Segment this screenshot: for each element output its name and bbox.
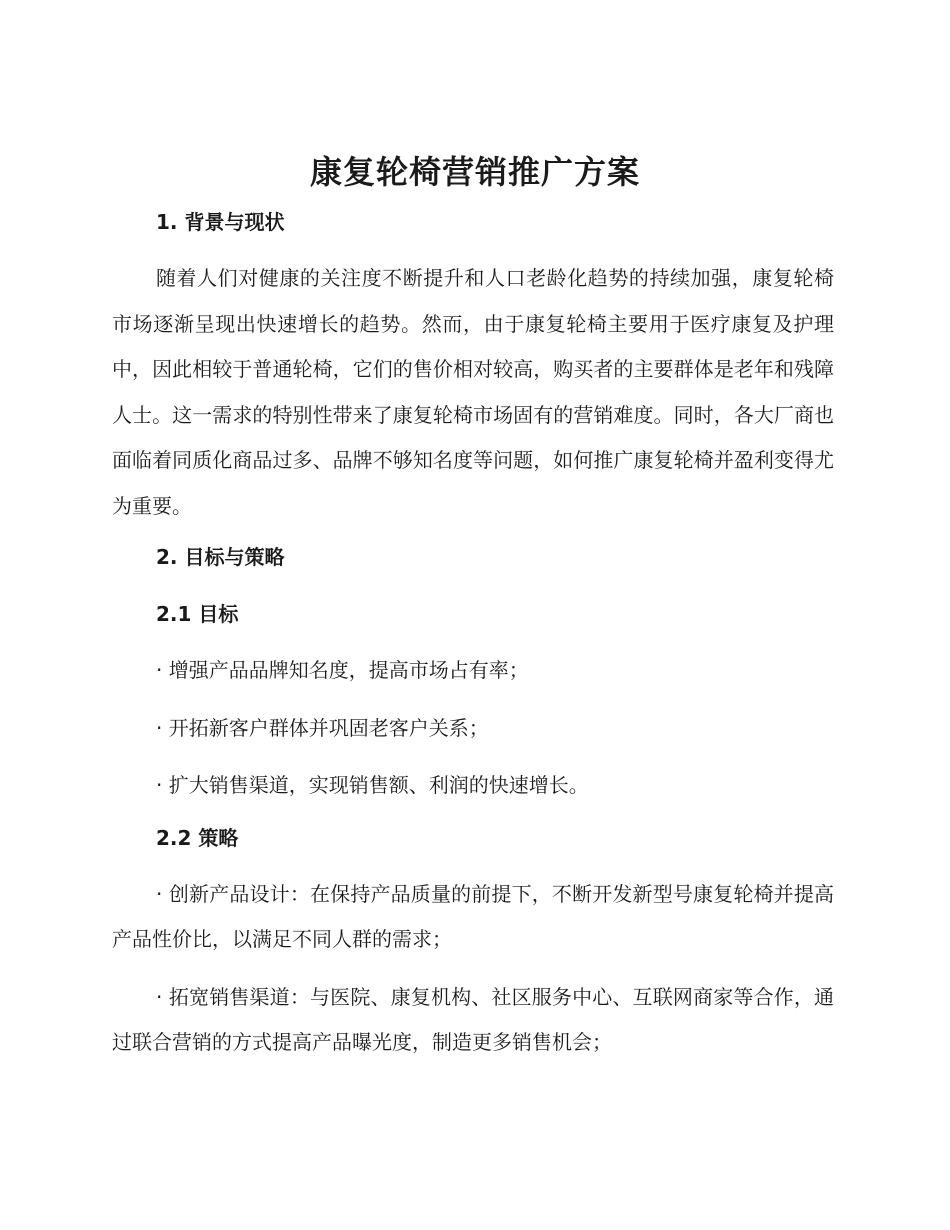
goal-item: · 开拓新客户群体并巩固老客户关系；: [156, 715, 489, 740]
section-heading-goals-strategy: 2. 目标与策略: [156, 545, 285, 569]
section-heading-background: 1. 背景与现状: [156, 210, 285, 234]
subsection-heading-strategy: 2.2 策略: [156, 825, 239, 850]
goal-item: · 扩大销售渠道，实现销售额、利润的快速增长。: [156, 773, 589, 797]
strategy-item: · 创新产品设计：在保持产品质量的前提下，不断开发新型号康复轮椅并提高产品性价比，以满足不同人群的需求；: [112, 881, 834, 951]
goal-item: · 增强产品品牌知名度，提高市场占有率；: [156, 658, 529, 682]
strategy-item: · 拓宽销售渠道：与医院、康复机构、社区服务中心、互联网商家等合作，通过联合营销的方式提高产品曝光度，制造更多销售机会；: [112, 984, 834, 1054]
document-body: [112, 205, 834, 1066]
background-paragraph: 随着人们对健康的关注度不断提升和人口老龄化趋势的持续加强，康复轮椅市场逐渐呈现出快速增长的趋势。然而，由于康复轮椅主要用于医疗康复及护理中，因此相较于普通轮椅，它们的售价相对较高，购买者的主要群体是老年和残障人士。这一需求的特别性带来了康复轮椅市场固有的营销难度。同时，各大厂商也面临着同质化商品过多、品牌不够知名度等问题，如何推广康复轮椅并盈利变得尤为重要。: [112, 266, 834, 518]
subsection-heading-goals: 2.1 目标: [156, 602, 239, 626]
document-title: 康复轮椅营销推广方案: [309, 153, 640, 191]
